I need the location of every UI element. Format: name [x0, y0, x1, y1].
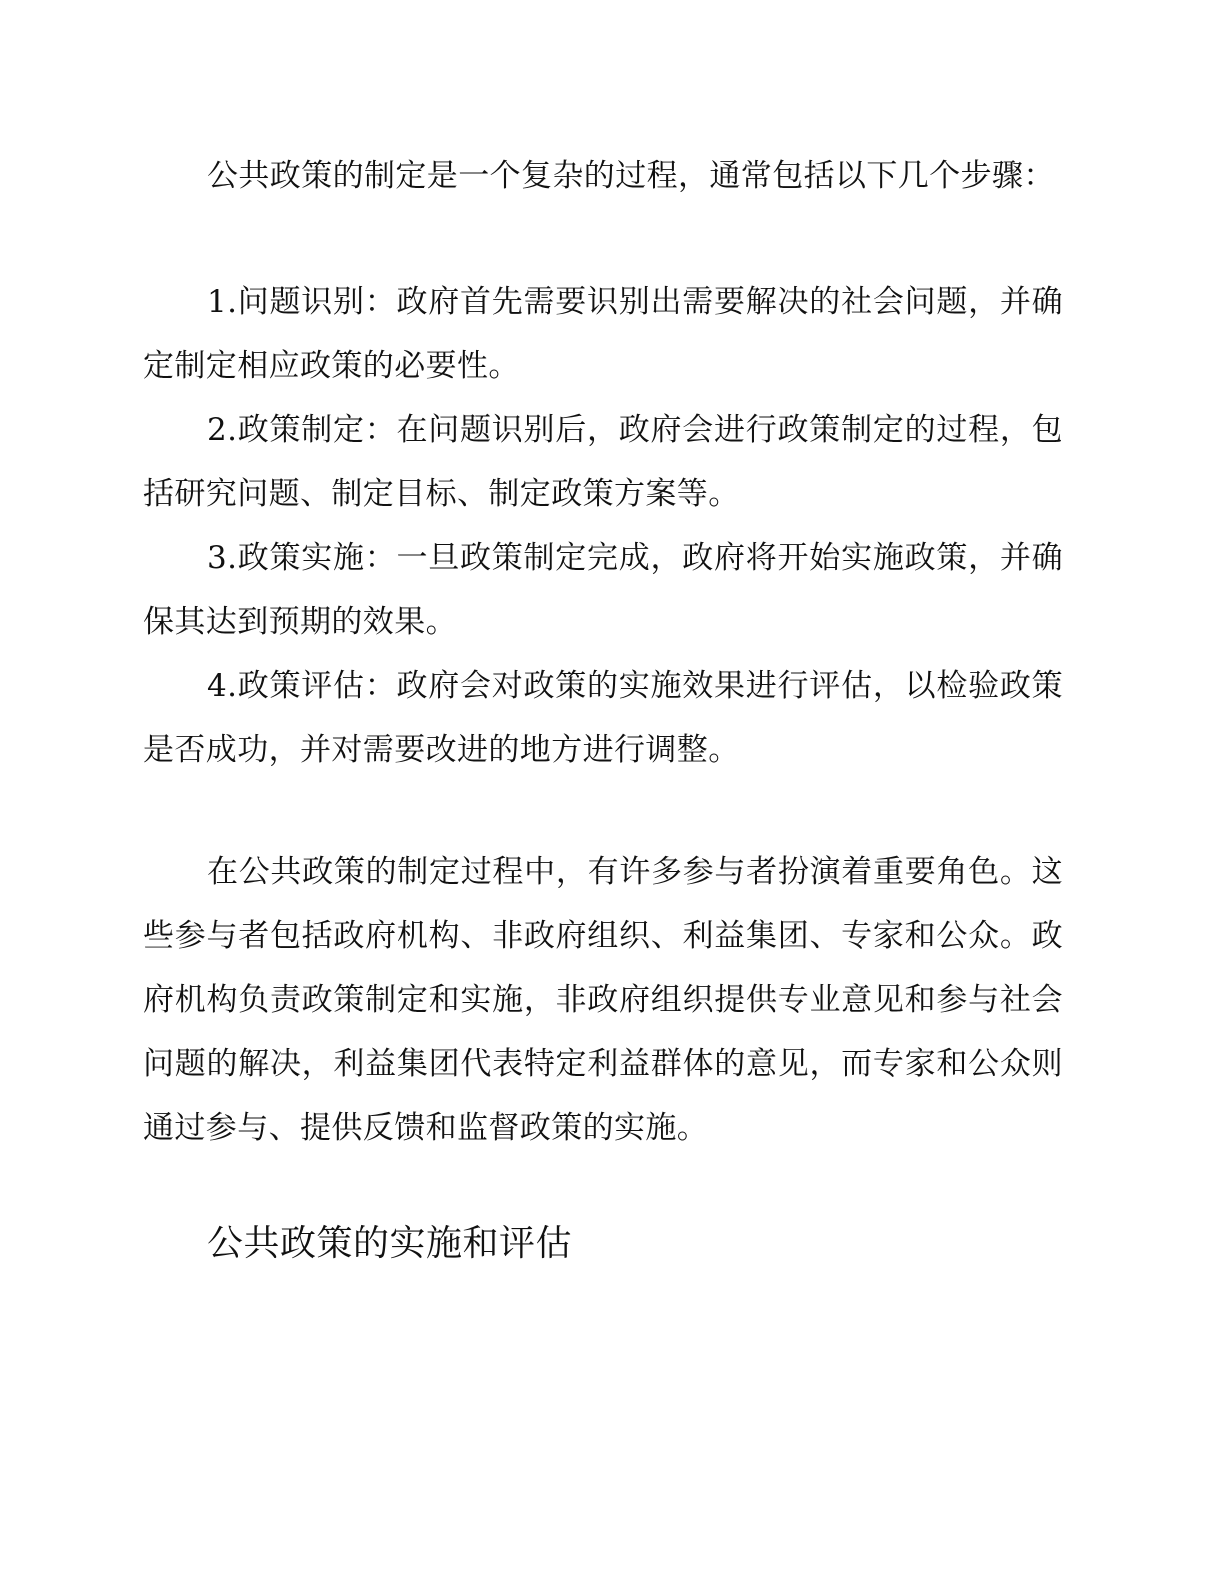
- intro-block: [143, 144, 1063, 208]
- step-item-3: 3.政策实施：一旦政策制定完成，政府将开始实施政策，并确保其达到预期的效果。: [143, 540, 1063, 640]
- steps-list: [143, 270, 1063, 782]
- step-item-4: 4.政策评估：政府会对政策的实施效果进行评估，以检验政策是否成功，并对需要改进的地方进行调整。: [143, 668, 1063, 768]
- step-item-1: 1.问题识别：政府首先需要识别出需要解决的社会问题，并确定制定相应政策的必要性。: [143, 284, 1063, 384]
- intro-paragraph: 公共政策的制定是一个复杂的过程，通常包括以下几个步骤：: [207, 158, 1055, 194]
- participants-block: [143, 840, 1063, 1160]
- step-item-2: 2.政策制定：在问题识别后，政府会进行政策制定的过程，包括研究问题、制定目标、制定政策方案等。: [143, 412, 1063, 512]
- section-heading: 公共政策的实施和评估: [207, 1223, 573, 1264]
- participants-paragraph: 在公共政策的制定过程中，有许多参与者扮演着重要角色。这些参与者包括政府机构、非政府组织、利益集团、专家和公众。政府机构负责政策制定和实施，非政府组织提供专业意见和参与社会问题的解决，利益集团代表特定利益群体的意见，而专家和公众则通过参与、提供反馈和监督政策的实施。: [143, 854, 1063, 1146]
